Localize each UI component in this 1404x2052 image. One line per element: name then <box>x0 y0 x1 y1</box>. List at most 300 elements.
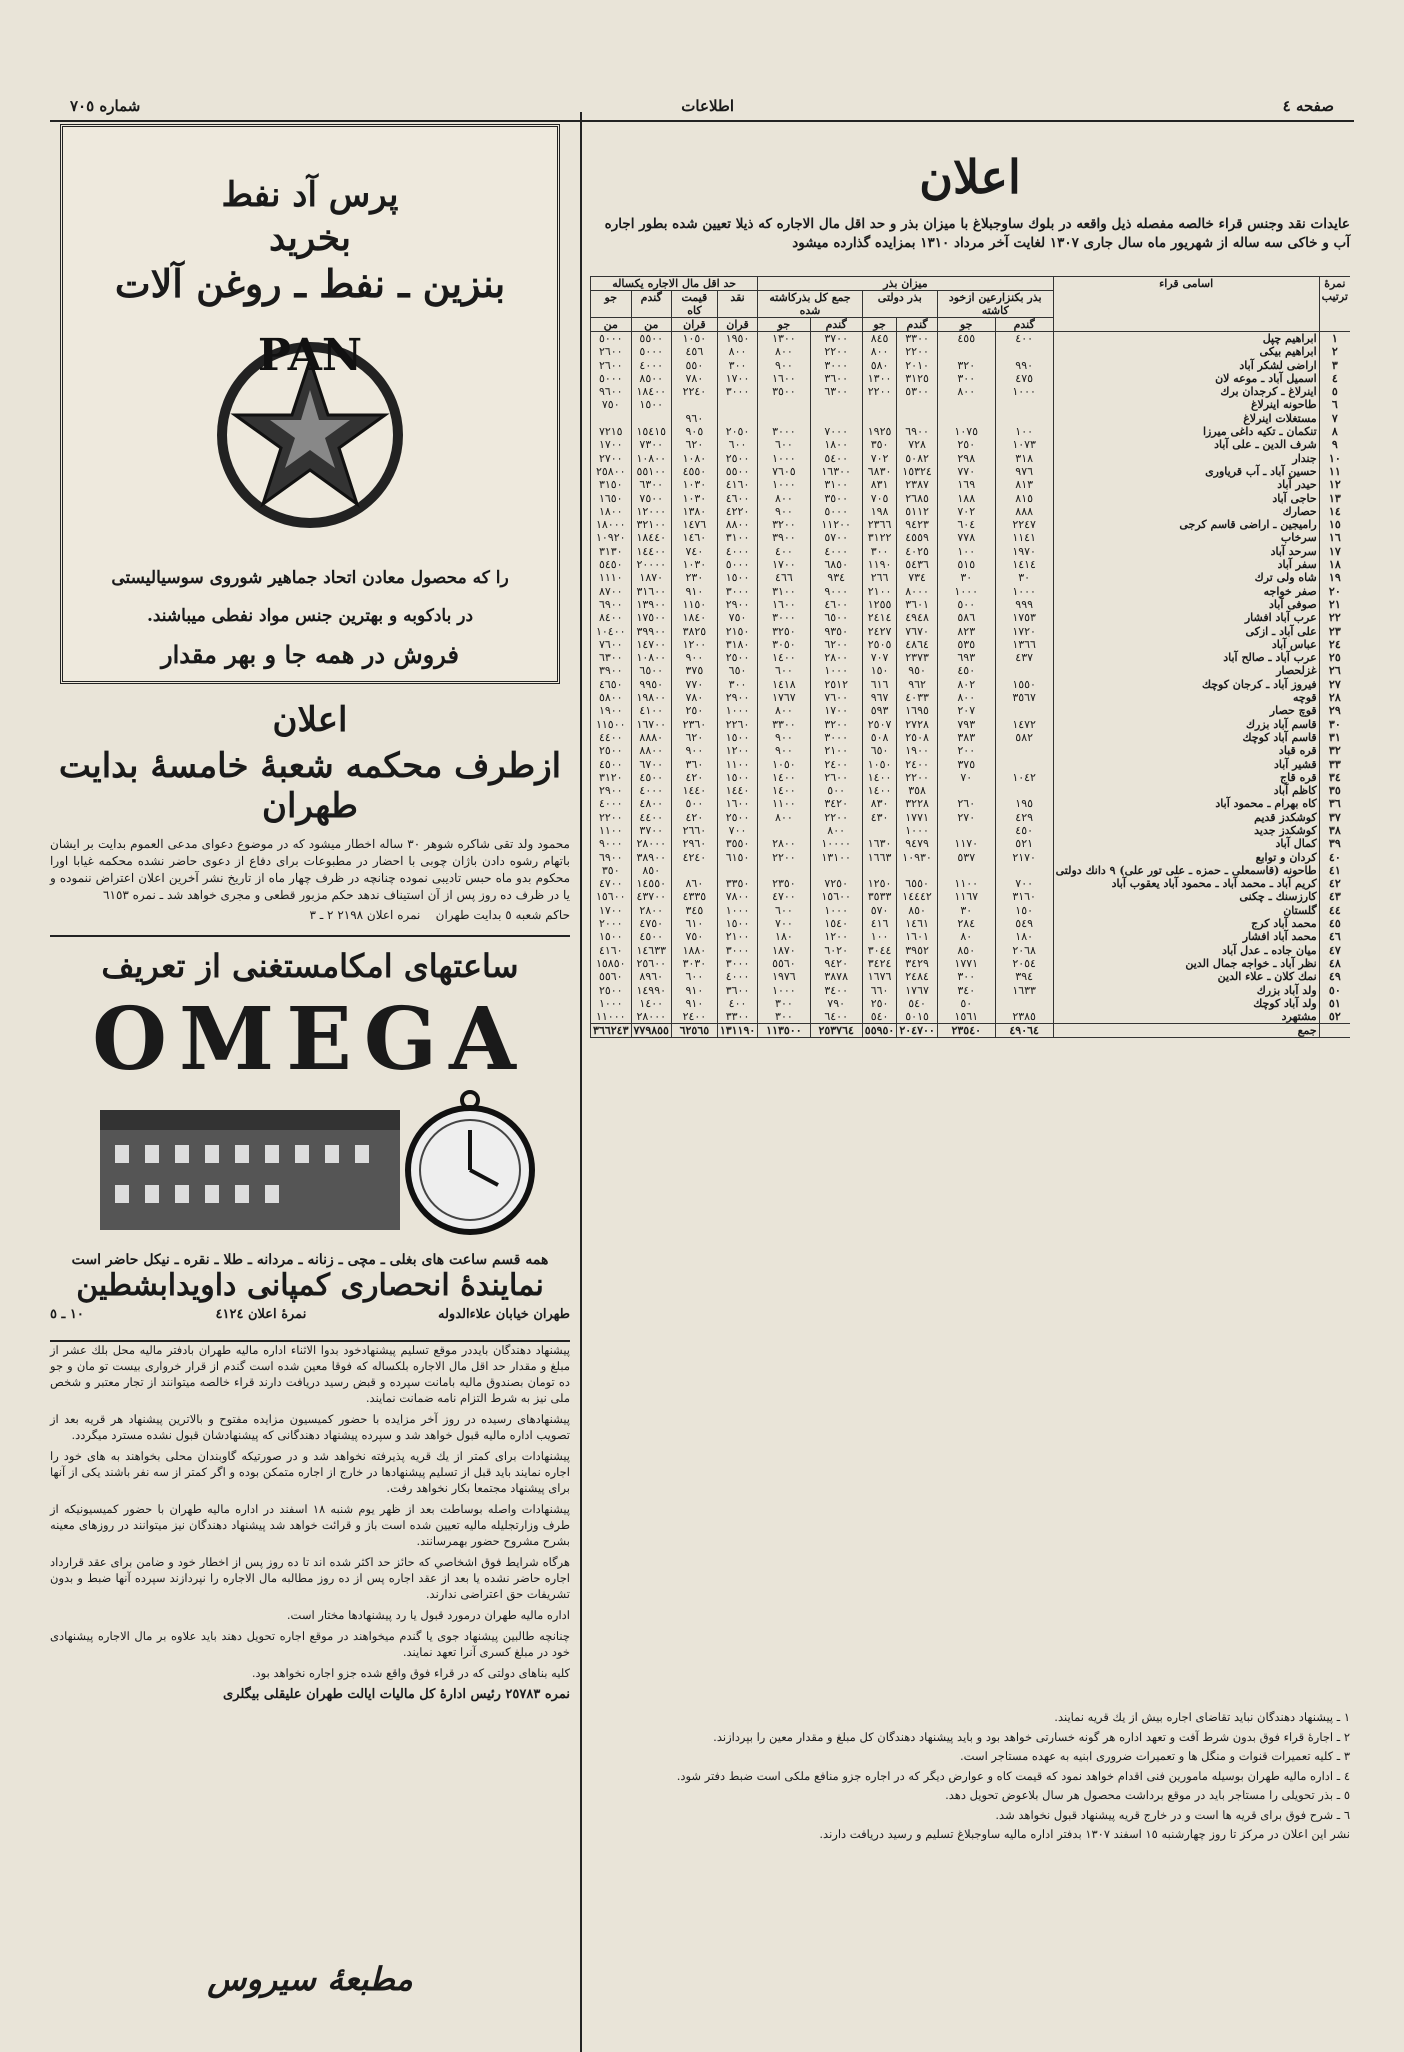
table-cell: ١٨٨٠ <box>671 944 717 957</box>
condition-item: پیشنهادات برای كمتر از یك قریه پذیرفته نخواهد شد و در صورتیكه گاوبندان محلی بخواهند به های خود را اجاره نمایند باید قبل از تسلیم پیشنهادها در خارج از اجاره متمکن بوده و اگر کمتر از سه نفر باشند یکی از آنها برای پیشنهاد مجتمعا بكار نخواهد رفت. <box>50 1449 570 1495</box>
table-cell: ٢٣٨٧ <box>897 478 937 491</box>
row-number: ٣١ <box>1319 731 1350 744</box>
table-cell: ٧٠٥ <box>862 492 897 505</box>
table-body <box>591 332 1351 1024</box>
table-row <box>591 864 1351 877</box>
table-row <box>591 678 1351 691</box>
table-cell: ٩٧٦ <box>995 465 1053 478</box>
village-name: كارزسنك ـ چكنی <box>1053 890 1319 903</box>
table-cell <box>758 412 810 425</box>
table-cell: ٥٣٥ <box>937 638 995 651</box>
table-cell: ٣٨٢٥ <box>671 625 717 638</box>
table-cell: ٩٠٥ <box>671 425 717 438</box>
village-name: كاظم آباد <box>1053 784 1319 797</box>
table-cell: ١٠٨٠ <box>671 452 717 465</box>
table-cell: ١٧٠٠ <box>717 372 757 385</box>
table-cell: ١٠٤٠٠ <box>591 625 632 638</box>
court-notice-body: محمود ولد تقی شاکره شوهر ٣٠ ساله اخطار میشود که در موضوع دعوای مدعی العموم بدایت بر ایشان باتهام رشوه دادن باژان چوبی با احضار در مطبوعات برای دفاع از دعوی حاضر نشده محکمه غیابا اورا محکوم بدو ماه حبس تادیبی نموده چنانچه در ظرف چهار ماه از تاریخ نشر آخرین اعلان اعتراض ننموده و یا در ظرف ده روز پس از آن استیناف ندهد حکم مزبور قطعی و مجری خواهد شد ـ نمره ٦١٥٣ <box>50 837 570 902</box>
table-cell: ٨٠٠ <box>937 691 995 704</box>
table-cell: ١٧٦٧ <box>758 691 810 704</box>
table-cell: ٢٠٠٠٠ <box>631 558 671 571</box>
village-name: قوچه <box>1053 691 1319 704</box>
table-cell: ٢٣٦٦ <box>862 518 897 531</box>
table-cell: ١٩٠٠ <box>897 744 937 757</box>
row-number: ٧ <box>1319 412 1350 425</box>
table-cell: ١٦٣٠٠ <box>810 465 862 478</box>
table-cell: ١٤٩٩٠ <box>631 984 671 997</box>
table-cell: ٣٥٠ <box>862 438 897 451</box>
table-cell: ٥٤٣٦ <box>897 558 937 571</box>
table-cell: ٦٩٠٠ <box>591 598 632 611</box>
table-cell: ١٩٧٠ <box>995 545 1053 558</box>
table-row <box>591 797 1351 810</box>
row-number: ٤٠ <box>1319 851 1350 864</box>
notice-intro: عایدات نقد وجنس قراء خالصه مفصله ذیل واقعه در بلوك ساوجبلاغ با میزان بذر و حد اقل مال الاجاره كه ذیلا تعيين شده بطور اجاره آب و خاكى سه ساله از شهريور ماه سال جارى ١٣٠٧ لغايت آخر مرداد ١٣١٠ بمزايده گذارده ميشود <box>604 216 1350 251</box>
table-cell: ٩٩٩ <box>995 598 1053 611</box>
table-cell <box>937 412 995 425</box>
condition-item: پیشنهاد دهندگان بایددر موقع تسلیم پیشنهادخود بدوا الاثناء اداره مالیه طهران بادفتر مالیه محل بلك عشر از مبلغ و مقدار حد اقل مال الاجاره بلكساله كه فوقا معين شده است گندم از قرار خروارى بيست تو مان و جو ده تومان بصندوق ماليه بامانت سپرده و قبض رسيد دريافت دارند قراء خالصه ميتوانند از تجار معتبر و شخص ملى نيز به شرط التزام نامه ضمانت نمايند. <box>50 1343 570 1405</box>
table-cell: ٣٤٥ <box>671 904 717 917</box>
table-cell: ١٨٠ <box>995 930 1053 943</box>
condition-item: اداره ماليه طهران درمورد قبول يا رد پيشنهادها مختار است. <box>286 1608 570 1622</box>
table-cell: ٤٢٢٠ <box>717 505 757 518</box>
table-cell: ٦٢٠٠ <box>810 638 862 651</box>
table-cell: ٤٠٠ <box>717 997 757 1010</box>
table-cell: ٧٨٠٠ <box>717 890 757 903</box>
village-name: كوشكدز جدید <box>1053 824 1319 837</box>
table-row <box>591 917 1351 930</box>
table-cell: ٦٨٣٠ <box>862 465 897 478</box>
table-cell: ٢٢٦٠ <box>717 718 757 731</box>
table-cell <box>995 997 1053 1010</box>
row-number: ٢٨ <box>1319 691 1350 704</box>
col-rent-group: حد اقل مال الاجاره يكساله <box>591 277 758 291</box>
table-cell: ١٦٦٣ <box>862 851 897 864</box>
table-cell: ٥٧٠ <box>862 904 897 917</box>
table-row <box>591 811 1351 824</box>
table-cell: ٥٠٠ <box>671 797 717 810</box>
table-cell: ٥٠٠ <box>810 784 862 797</box>
table-cell: ٨٠٠ <box>717 345 757 358</box>
table-cell: ١٤٤٠ <box>717 784 757 797</box>
ad-pan-line1: پرس آد نفط <box>221 175 399 215</box>
table-cell: ١٠٨٠٠ <box>631 651 671 664</box>
table-cell: ١٥٨٥٠ <box>591 957 632 970</box>
omega-factory-illustration <box>90 1090 570 1240</box>
table-cell: ٤٠٠٠ <box>810 545 862 558</box>
table-cell: ٣٧٥ <box>671 664 717 677</box>
table-cell: ٦١٠ <box>671 917 717 930</box>
table-cell: ٧٨٠ <box>671 691 717 704</box>
table-row <box>591 505 1351 518</box>
table-row <box>591 571 1351 584</box>
table-cell: ٦٦٠ <box>862 984 897 997</box>
table-cell: ٤٥٠٠ <box>631 930 671 943</box>
table-cell: ٣٠٠٠ <box>758 611 810 624</box>
table-cell: ٤٠٣٣ <box>897 691 937 704</box>
row-number: ٥٠ <box>1319 984 1350 997</box>
table-cell: ٢٨٠٠ <box>631 904 671 917</box>
table-cell: ٧٠٠٠ <box>810 425 862 438</box>
table-cell: ٩٠٠٠ <box>591 837 632 850</box>
table-cell: ٤٠٠٠ <box>631 784 671 797</box>
table-cell: ٤٦٠٠ <box>810 598 862 611</box>
table-row <box>591 332 1351 346</box>
table-row <box>591 465 1351 478</box>
table-cell: ١١٠٠ <box>591 824 632 837</box>
table-cell: ١٥٠٠ <box>591 930 632 943</box>
table-cell: ٧٠٢ <box>862 452 897 465</box>
table-cell: ٣١٠٠ <box>717 531 757 544</box>
table-cell: ٢٦٠٠ <box>591 359 632 372</box>
table-cell: ٥٥٠٠ <box>631 332 671 346</box>
village-name: غزلحصار <box>1053 664 1319 677</box>
table-cell <box>995 398 1053 411</box>
village-name: حیدر آباد <box>1053 478 1319 491</box>
table-row <box>591 824 1351 837</box>
table-cell: ٥٠٨٢ <box>897 452 937 465</box>
table-cell: ٣٠ <box>937 571 995 584</box>
table-cell: ٦٤٠٠ <box>810 1010 862 1024</box>
table-cell: ٢٦٠٠ <box>810 771 862 784</box>
table-cell <box>758 398 810 411</box>
table-cell: ٢٥٠ <box>937 438 995 451</box>
newspaper-name: اطلاعات <box>681 97 734 115</box>
table-cell: ١١٠٠ <box>937 877 995 890</box>
table-cell: ٣٧٥ <box>937 758 995 771</box>
col-seed-gov: بذر دولتى <box>862 291 937 318</box>
village-name: ابراهیم چپل <box>1053 332 1319 346</box>
table-cell: ٣٤٢٩ <box>897 957 937 970</box>
table-cell: ١٦٣٠ <box>862 837 897 850</box>
table-cell: ٣٠٠ <box>758 997 810 1010</box>
table-cell: ٦٣٠٠ <box>631 478 671 491</box>
table-cell: ٢٨٠٠ <box>810 651 862 664</box>
table-cell: ٣٩٩٠٠ <box>631 625 671 638</box>
table-row <box>591 651 1351 664</box>
table-row <box>591 944 1351 957</box>
table-cell: ٥٠٠٠ <box>591 332 632 346</box>
table-cell: ٦١٦ <box>862 678 897 691</box>
table-cell: ٢٦٦٠ <box>671 824 717 837</box>
row-number: ٤٥ <box>1319 917 1350 930</box>
table-cell: ٤٢٤٠ <box>671 851 717 864</box>
village-name: قشیر آباد <box>1053 758 1319 771</box>
table-cell: ٥٤٠ <box>862 1010 897 1024</box>
table-cell: ٤٥٠ <box>995 824 1053 837</box>
table-cell: ٣٧٠٠ <box>810 332 862 346</box>
note-item: ٤ ـ اداره ماليه طهران بوسيله مامورين فنى اقدام خواهد نمود كه قيمت كاه و عوارض ديگر كه در اجاره جزو منافع ملكى است ضبط دفتر شود. <box>676 1768 1350 1783</box>
table-row <box>591 478 1351 491</box>
condition-item: كليه بناهاى دولتى كه در قراء فوق واقع شده جزو اجاره نخواهد بود. <box>251 1666 570 1680</box>
table-cell: ٩٦٠ <box>671 412 717 425</box>
table-cell: ٢٩٦٠ <box>671 837 717 850</box>
table-cell <box>937 784 995 797</box>
table-row <box>591 385 1351 398</box>
table-cell <box>810 412 862 425</box>
total-cell: ٥٥٩٥٠ <box>862 1024 897 1038</box>
table-cell: ٤٠٠٠ <box>631 359 671 372</box>
note-item: ٢ ـ اجارهٔ قراء فوق بدون شرط آفت و تعهد اداره هر گونه خسارتی خواهد بود و بايد پيشنهاد دهندگان كل مبلغ و مقدار معين را بپردازند. <box>713 1729 1350 1744</box>
table-cell: ٢٩٠٠ <box>717 598 757 611</box>
row-number: ٢٤ <box>1319 638 1350 651</box>
table-cell: ١٢٠٠ <box>671 638 717 651</box>
village-name: ولد آباد کوچك <box>1053 997 1319 1010</box>
row-number: ١ <box>1319 332 1350 346</box>
table-row <box>591 758 1351 771</box>
table-row <box>591 531 1351 544</box>
table-cell: ٨٦٠ <box>671 877 717 890</box>
table-cell: ٥٨٢ <box>995 731 1053 744</box>
unit-qiran-2: قران <box>671 318 717 332</box>
table-cell: ١٤٦٠ <box>671 531 717 544</box>
table-cell: ٣٣٠٠ <box>717 1010 757 1024</box>
table-cell: ١٠٠ <box>995 425 1053 438</box>
unit-wheat-2: گندم <box>897 318 937 332</box>
ad-pan-line3: بنزین ـ نفط ـ روغن آلات <box>114 261 506 306</box>
table-cell <box>995 758 1053 771</box>
row-number: ٣٨ <box>1319 824 1350 837</box>
table-cell: ٥٨٠٠ <box>591 691 632 704</box>
table-cell: ١٤١٤ <box>995 558 1053 571</box>
table-cell: ٢٩٠٠ <box>591 784 632 797</box>
table-cell: ١٠٠٠ <box>995 385 1053 398</box>
table-cell: ٥٠٠٠ <box>810 505 862 518</box>
unit-barley-1: جو <box>937 318 995 332</box>
table-cell: ٩١٠ <box>671 585 717 598</box>
table-row <box>591 731 1351 744</box>
table-cell: ٧٢٥٠ <box>810 877 862 890</box>
table-cell: ١٧٧١ <box>937 957 995 970</box>
table-cell: ١٨٠٠ <box>591 505 632 518</box>
table-cell: ٧٠ <box>937 771 995 784</box>
table-cell: ١٠٠٠٠ <box>810 837 862 850</box>
table-cell: ٧٧٨ <box>937 531 995 544</box>
table-cell: ٤٠٠٠ <box>591 797 632 810</box>
table-cell: ١٩٨٠٠ <box>631 691 671 704</box>
table-cell: ٢٢٠٠ <box>897 345 937 358</box>
table-cell: ١٠٤٢ <box>995 771 1053 784</box>
table-cell: ٣١٣٠ <box>591 545 632 558</box>
table-cell: ١١٠٠٠ <box>591 1010 632 1024</box>
table-row <box>591 558 1351 571</box>
table-cell: ٤٤٠٠ <box>591 731 632 744</box>
total-blank <box>1319 1024 1350 1038</box>
table-cell: ١٤٤٠٠ <box>631 545 671 558</box>
table-cell: ٢٣٥٠ <box>758 877 810 890</box>
table-cell: ٦٥٠٠ <box>631 664 671 677</box>
table-cell: ٨٨٠٠ <box>631 744 671 757</box>
total-label: جمع <box>1053 1024 1319 1038</box>
table-cell: ٨٠ <box>937 930 995 943</box>
table-cell: ١٨٤٤٠ <box>631 531 671 544</box>
table-cell: ٩٩٠ <box>995 359 1053 372</box>
table-cell: ٢٠١٠ <box>897 359 937 372</box>
table-cell: ٥٠ <box>937 997 995 1010</box>
table-cell: ٣١٢٢ <box>862 531 897 544</box>
table-cell: ١١٢٠٠ <box>810 518 862 531</box>
table-cell: ١٢٠٠٠ <box>631 505 671 518</box>
table-cell: ٣٠٠ <box>717 678 757 691</box>
table-cell: ٢٥٠٠ <box>717 811 757 824</box>
table-cell <box>995 864 1053 877</box>
table-cell: ٨١٣ <box>995 478 1053 491</box>
table-cell: ١٨٨ <box>937 492 995 505</box>
table-row <box>591 438 1351 451</box>
court-notice-signature <box>50 908 570 922</box>
omega-watch-advertisement <box>50 935 570 1335</box>
table-cell: ٢٣٠ <box>671 571 717 584</box>
table-cell <box>995 664 1053 677</box>
table-cell: ٧٠٠ <box>717 824 757 837</box>
table-cell: ٤٧٥٠ <box>631 917 671 930</box>
table-cell: ٣٧٠٠ <box>631 824 671 837</box>
table-cell: ٣٠٠ <box>937 372 995 385</box>
village-name: فیروز آباد ـ كرجان كوچك <box>1053 678 1319 691</box>
table-cell: ٤٧٠٠ <box>758 890 810 903</box>
table-cell: ٤٩٤٨ <box>897 611 937 624</box>
notice-notes <box>590 1710 1350 1847</box>
row-number: ٣٠ <box>1319 718 1350 731</box>
table-cell: ٥٧٠٠ <box>810 531 862 544</box>
table-cell: ٢٦٠٠ <box>591 345 632 358</box>
col-village-name: اسامی قراء <box>1053 277 1319 332</box>
table-cell: ٢٤٠٠ <box>810 758 862 771</box>
table-row <box>591 970 1351 983</box>
table-cell: ٥١٥ <box>937 558 995 571</box>
village-name: كوشكدز قدیم <box>1053 811 1319 824</box>
village-name: مشتهرد <box>1053 1010 1319 1024</box>
table-cell: ٦٣٠٠ <box>810 385 862 398</box>
table-cell: ٧٠٠ <box>758 917 810 930</box>
table-cell: ١٩٥ <box>995 797 1053 810</box>
table-cell: ٣٨٩٠٠ <box>631 851 671 864</box>
row-number: ١٥ <box>1319 518 1350 531</box>
village-name: كاه بهرام ـ محمود آباد <box>1053 797 1319 810</box>
table-cell: ٤٥٥٩ <box>897 531 937 544</box>
table-row <box>591 452 1351 465</box>
table-cell: ٢٢٤٠ <box>671 385 717 398</box>
table-cell: ١٥٠٠ <box>717 571 757 584</box>
total-cell: ١٣١١٩٠ <box>717 1024 757 1038</box>
table-cell: ١٣٦٦ <box>995 638 1053 651</box>
table-cell: ٦٠٠ <box>758 664 810 677</box>
table-cell: ٣١٠٠ <box>758 585 810 598</box>
table-cell: ٢٠٧ <box>937 704 995 717</box>
village-name: محمد آباد كرج <box>1053 917 1319 930</box>
table-cell: ٩٠٠ <box>758 505 810 518</box>
table-total-row <box>591 1024 1351 1038</box>
table-cell <box>810 398 862 411</box>
table-cell: ٣٠٥٠ <box>758 638 810 651</box>
row-number: ٤٣ <box>1319 890 1350 903</box>
table-cell: ٣٢٥٠ <box>758 625 810 638</box>
col-seed-paid: جمع كل بذركاشته شده <box>758 291 863 318</box>
table-cell: ٥٠٠٠ <box>631 345 671 358</box>
row-number: ٤٨ <box>1319 957 1350 970</box>
table-row <box>591 877 1351 890</box>
table-row <box>591 744 1351 757</box>
table-cell: ٦٥٠ <box>717 664 757 677</box>
ad-pan-line2: بخرید <box>268 217 352 259</box>
table-cell: ٢٣٦٠ <box>671 718 717 731</box>
table-cell: ١٤٦١ <box>897 917 937 930</box>
table-cell: ٢١٥٠ <box>717 625 757 638</box>
table-cell: ١٧٢٠ <box>995 625 1053 638</box>
table-cell: ١٩٢٥ <box>862 425 897 438</box>
condition-item: پیشنهادهای رسیده در روز آخر مزایده با حضور کمیسیون مزایده مفتوح و بالاترین پیشنهاد هر قریه بعد از تصویب اداره مالیه قبول خواهد شد و سپرده پیشنهاد دهندگانی كه پیشنهادشان قبول نشده مسترد میگردد. <box>50 1412 570 1442</box>
row-number: ٣٢ <box>1319 744 1350 757</box>
table-cell: ٨٤٥ <box>862 332 897 346</box>
row-number: ٥٢ <box>1319 1010 1350 1024</box>
table-cell: ١٠٨٠٠ <box>631 452 671 465</box>
table-cell: ٣٥٦٧ <box>995 691 1053 704</box>
table-cell: ٣٣٠٠ <box>897 332 937 346</box>
village-name: نظر آباد ـ خواجه جمال الدین <box>1053 957 1319 970</box>
table-cell: ٣٥٣٣ <box>862 890 897 903</box>
table-cell: ٩٠٠ <box>671 744 717 757</box>
omega-products: همه قسم ساعت هاى بغلى ـ مچى ـ زنانه ـ مردانه ـ طلا ـ نقره ـ نيكل حاضر است <box>71 1252 549 1268</box>
table-cell: ٨٥٠ <box>631 864 671 877</box>
table-cell <box>937 824 995 837</box>
table-cell: ١٣١٠٠ <box>810 851 862 864</box>
table-cell: ١٠٣٠ <box>671 558 717 571</box>
table-cell: ٣٦٠١ <box>897 598 937 611</box>
table-cell: ٤٥٠٠ <box>591 758 632 771</box>
table-cell <box>671 864 717 877</box>
court-notice-subtitle: ازطرف محكمه شعبهٔ خامسهٔ بدايت طهران <box>58 746 562 826</box>
table-cell: ٦٢٠ <box>671 438 717 451</box>
table-cell: ٥٨٦ <box>937 611 995 624</box>
table-cell: ١٥٠٠ <box>717 917 757 930</box>
table-cell: ٢٥٠٠ <box>591 744 632 757</box>
row-number: ٤٧ <box>1319 944 1350 957</box>
table-cell: ٨٨٨ <box>995 505 1053 518</box>
table-cell <box>937 345 995 358</box>
table-cell: ٣٠٠ <box>717 359 757 372</box>
table-cell: ٩٤٧٩ <box>897 837 937 850</box>
total-cell: ٣٦٦٢٤٣ <box>591 1024 632 1038</box>
table-cell: ٩٠٠٠ <box>810 585 862 598</box>
village-name: عرب آباد ـ صالح آباد <box>1053 651 1319 664</box>
table-cell: ٦١٥٠ <box>717 851 757 864</box>
table-row <box>591 691 1351 704</box>
table-cell: ١٢٥٥ <box>862 598 897 611</box>
printer-name: مطبعهٔ سيروس <box>207 1960 413 1998</box>
table-cell: ١٤٠٠ <box>862 771 897 784</box>
table-cell <box>897 398 937 411</box>
table-cell: ١٥٥٠ <box>995 678 1053 691</box>
table-cell: ٣١٥٠ <box>591 478 632 491</box>
row-number: ١١ <box>1319 465 1350 478</box>
table-cell: ٦٠٠ <box>671 970 717 983</box>
table-cell: ٦٩٠٠ <box>591 851 632 864</box>
table-cell: ٣٥٠ <box>591 864 632 877</box>
row-number: ١٧ <box>1319 545 1350 558</box>
table-row <box>591 957 1351 970</box>
table-cell: ٤٤٠٠ <box>631 811 671 824</box>
table-cell: ٩٤٢٠ <box>810 957 862 970</box>
table-cell: ٤٢٩ <box>995 811 1053 824</box>
table-cell: ٦٩٣ <box>937 651 995 664</box>
table-cell: ٨٠٠ <box>758 345 810 358</box>
page-header <box>50 92 1354 122</box>
table-row <box>591 638 1351 651</box>
col-rent-wheat: گندم <box>631 291 671 318</box>
table-cell: ٥٠٨ <box>862 731 897 744</box>
table-cell: ٧٦٠٥ <box>758 465 810 478</box>
conditions-signature: نمره ٢٥٧٨٣ رئيس ادارهٔ كل ماليات ايالت طهران عليقلى بيگلرى <box>223 1687 570 1702</box>
